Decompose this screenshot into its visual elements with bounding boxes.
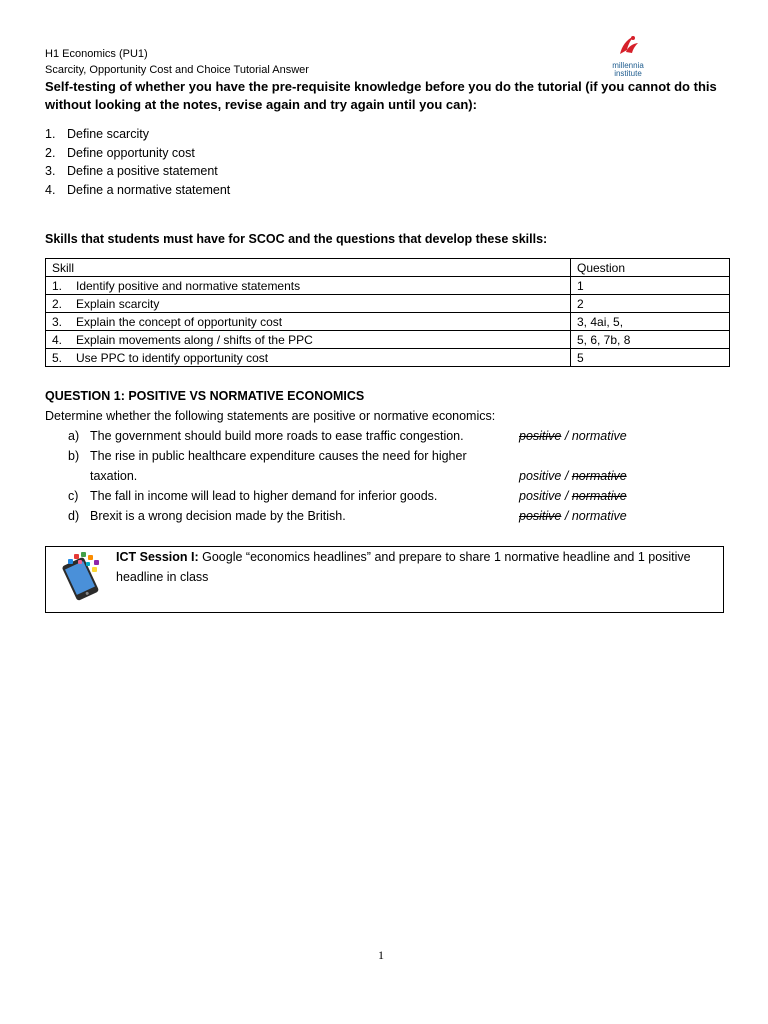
statement-text: The fall in income will lead to higher demand for inferior goods. (90, 489, 438, 503)
question-cell: 1 (571, 277, 730, 295)
list-item (45, 125, 230, 144)
question-cell: 5 (571, 349, 730, 367)
row-number: 4. (52, 332, 63, 347)
question-cell: 5, 6, 7b, 8 (571, 331, 730, 349)
page-number: 1 (378, 948, 384, 962)
prereq-list (45, 125, 230, 199)
answer-normative: normative (571, 429, 627, 443)
question-1-intro: Determine whether the following statements are positive or normative economics: (45, 409, 496, 423)
statement-label: c) (68, 489, 79, 503)
ict-session-text (116, 547, 719, 587)
list-text: Define opportunity cost (67, 145, 195, 160)
statement-text: The government should build more roads to ease traffic congestion. (90, 429, 464, 443)
skill-text: Explain scarcity (76, 296, 160, 311)
answer-separator: / (561, 469, 572, 483)
smartphone-apps-icon (56, 550, 104, 602)
column-header-question: Question (571, 259, 730, 277)
answer-separator: / (561, 509, 572, 523)
table-row (46, 295, 730, 313)
header-title: Scarcity, Opportunity Cost and Choice Tutorial Answer (45, 64, 309, 76)
answer-positive: positive (519, 489, 562, 503)
column-header-skill: Skill (46, 259, 571, 277)
statement-answer (519, 426, 627, 446)
statement-label: b) (68, 449, 80, 463)
statement-label: d) (68, 509, 80, 523)
statement-text: Brexit is a wrong decision made by the British. (90, 509, 346, 523)
list-number: 4. (45, 182, 56, 197)
answer-normative: normative (571, 489, 627, 503)
list-text: Define a normative statement (67, 182, 231, 197)
ict-session-instruction: Google “economics headlines” and prepare to share 1 normative headline and 1 positive headline in class (116, 550, 691, 584)
statement-answer (519, 486, 627, 506)
answer-separator: / (561, 429, 572, 443)
question-cell: 2 (571, 295, 730, 313)
question-cell: 3, 4ai, 5, (571, 313, 730, 331)
statement-answer (519, 466, 627, 486)
skill-cell (46, 295, 571, 313)
logo-text-2: institute (614, 69, 642, 78)
row-number: 2. (52, 296, 63, 311)
skill-text: Use PPC to identify opportunity cost (76, 350, 269, 365)
row-number: 3. (52, 314, 63, 329)
statement-b (68, 446, 638, 486)
list-item (45, 162, 230, 181)
statement-text: The rise in public healthcare expenditure causes the need for higher taxation. (90, 449, 467, 483)
list-text: Define scarcity (67, 127, 149, 141)
row-number: 5. (52, 350, 63, 365)
answer-positive: positive (519, 469, 562, 483)
table-row (46, 331, 730, 349)
ict-session-label: ICT Session I: (116, 550, 199, 564)
skill-text: Explain movements along / shifts of the PPC (76, 332, 313, 347)
question-1-title: QUESTION 1: POSITIVE VS NORMATIVE ECONOMICS (45, 389, 365, 403)
table-row (46, 277, 730, 295)
skill-cell (46, 313, 571, 331)
answer-positive: positive (519, 429, 562, 443)
table-header-row (46, 259, 730, 277)
skill-cell (46, 331, 571, 349)
header-course: H1 Economics (PU1) (45, 48, 148, 60)
list-item (45, 181, 230, 200)
table-row (46, 313, 730, 331)
institute-logo (604, 32, 652, 80)
row-number: 1. (52, 278, 63, 293)
skill-cell (46, 349, 571, 367)
skills-heading: Skills that students must have for SCOC and the questions that develop these skills: (45, 232, 548, 246)
answer-positive: positive (519, 509, 562, 523)
selftest-instructions: Self-testing of whether you have the pre-requisite knowledge before you do the tutorial (if you cannot do this without looking at the notes, revise again and try again until you can): (45, 79, 717, 112)
list-text: Define a positive statement (67, 164, 218, 178)
logo-text-1: millennia (612, 61, 644, 70)
skill-text: Explain the concept of opportunity cost (76, 314, 283, 329)
list-number: 1. (45, 127, 56, 141)
skill-cell (46, 277, 571, 295)
ict-session-box (45, 546, 724, 613)
logo-mark-icon (614, 32, 642, 60)
answer-normative: normative (571, 469, 627, 483)
skill-text: Identify positive and normative statements (76, 278, 301, 293)
answer-separator: / (561, 489, 572, 503)
skills-table (45, 258, 730, 367)
statement-label: a) (68, 429, 80, 443)
list-item (45, 144, 230, 163)
statement-answer (519, 506, 627, 526)
list-number: 2. (45, 145, 56, 160)
table-row (46, 349, 730, 367)
list-number: 3. (45, 164, 56, 178)
answer-normative: normative (571, 509, 627, 523)
